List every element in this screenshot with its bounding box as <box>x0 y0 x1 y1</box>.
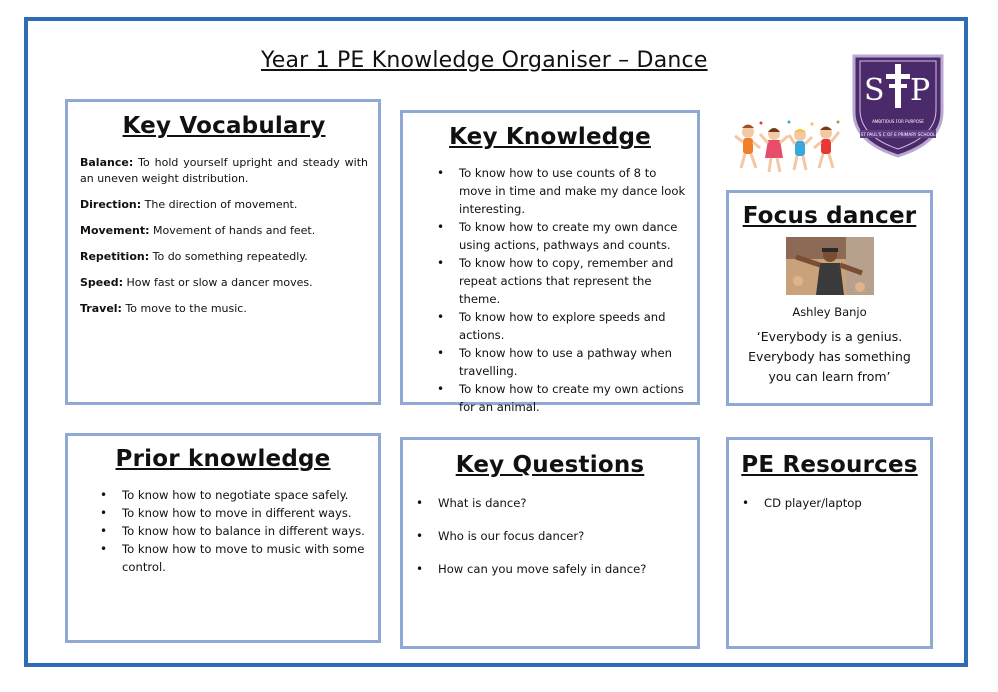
pe-resources-box <box>726 437 933 649</box>
key-questions-heading: Key Questions <box>455 452 645 478</box>
vocab-item-movement: Movement: Movement of hands and feet. <box>80 224 316 237</box>
focus-dancer-photo <box>786 237 874 295</box>
key-knowledge-list <box>459 164 689 416</box>
prior-knowledge-box <box>65 433 381 643</box>
vocab-item-balance: Balance: To hold yourself upright and steady with an uneven weight distribution. <box>80 156 368 185</box>
vocab-item-repetition: Repetition: To do something repeatedly. <box>80 250 308 263</box>
key-knowledge-box <box>400 110 700 414</box>
school-logo <box>848 50 948 160</box>
list-item: • To know how to move to music with some control. <box>122 540 368 576</box>
dancing-kids-illustration <box>734 118 844 178</box>
vocab-item-direction: Direction: The direction of movement. <box>80 198 298 211</box>
pe-resources-heading: PE Resources <box>741 452 918 478</box>
list-item: • Who is our focus dancer? <box>438 527 689 545</box>
list-item: • To know how to balance in different ways. <box>122 522 368 540</box>
key-questions-list <box>438 494 689 578</box>
logo-letter-p: P <box>910 73 931 108</box>
logo-motto: AMBITIOUS FOR PURPOSE <box>872 119 924 124</box>
list-item: • What is dance? <box>438 494 689 512</box>
focus-dancer-heading: Focus dancer <box>742 203 917 229</box>
list-item: • To know how to explore speeds and actions. <box>459 308 689 344</box>
list-item: • CD player/laptop <box>764 494 924 512</box>
list-item: • To know how to use counts of 8 to move in time and make my dance look interesting. <box>459 164 689 218</box>
focus-dancer-quote: ‘Everybody is a genius. Everybody has something you can learn from’ <box>748 329 911 384</box>
list-item: • How can you move safely in dance? <box>438 560 689 578</box>
list-item: • To know how to move in different ways. <box>122 504 368 522</box>
prior-knowledge-list <box>122 486 368 576</box>
pe-resources-list <box>764 494 924 512</box>
focus-dancer-name: Ashley Banjo <box>792 305 867 319</box>
list-item: • To know how to create my own actions for an animal. <box>459 380 689 416</box>
vocab-item-travel: Travel: To move to the music. <box>80 302 247 315</box>
prior-knowledge-heading: Prior knowledge <box>115 446 331 472</box>
list-item: • To know how to copy, remember and repeat actions that represent the theme. <box>459 254 689 308</box>
list-item: • To know how to negotiate space safely. <box>122 486 368 504</box>
page-title: Year 1 PE Knowledge Organiser – Dance <box>261 48 708 73</box>
key-knowledge-heading: Key Knowledge <box>449 124 651 150</box>
focus-dancer-box <box>726 190 933 406</box>
key-vocabulary-box <box>65 99 381 405</box>
logo-school-name: ST PAUL'S C OF E PRIMARY SCHOOL <box>860 132 936 137</box>
logo-letter-s: S <box>864 73 885 108</box>
key-questions-box <box>400 437 700 649</box>
list-item: • To know how to use a pathway when travelling. <box>459 344 689 380</box>
vocab-item-speed: Speed: How fast or slow a dancer moves. <box>80 276 313 289</box>
key-vocabulary-heading: Key Vocabulary <box>122 113 326 139</box>
list-item: • To know how to create my own dance using actions, pathways and counts. <box>459 218 689 254</box>
